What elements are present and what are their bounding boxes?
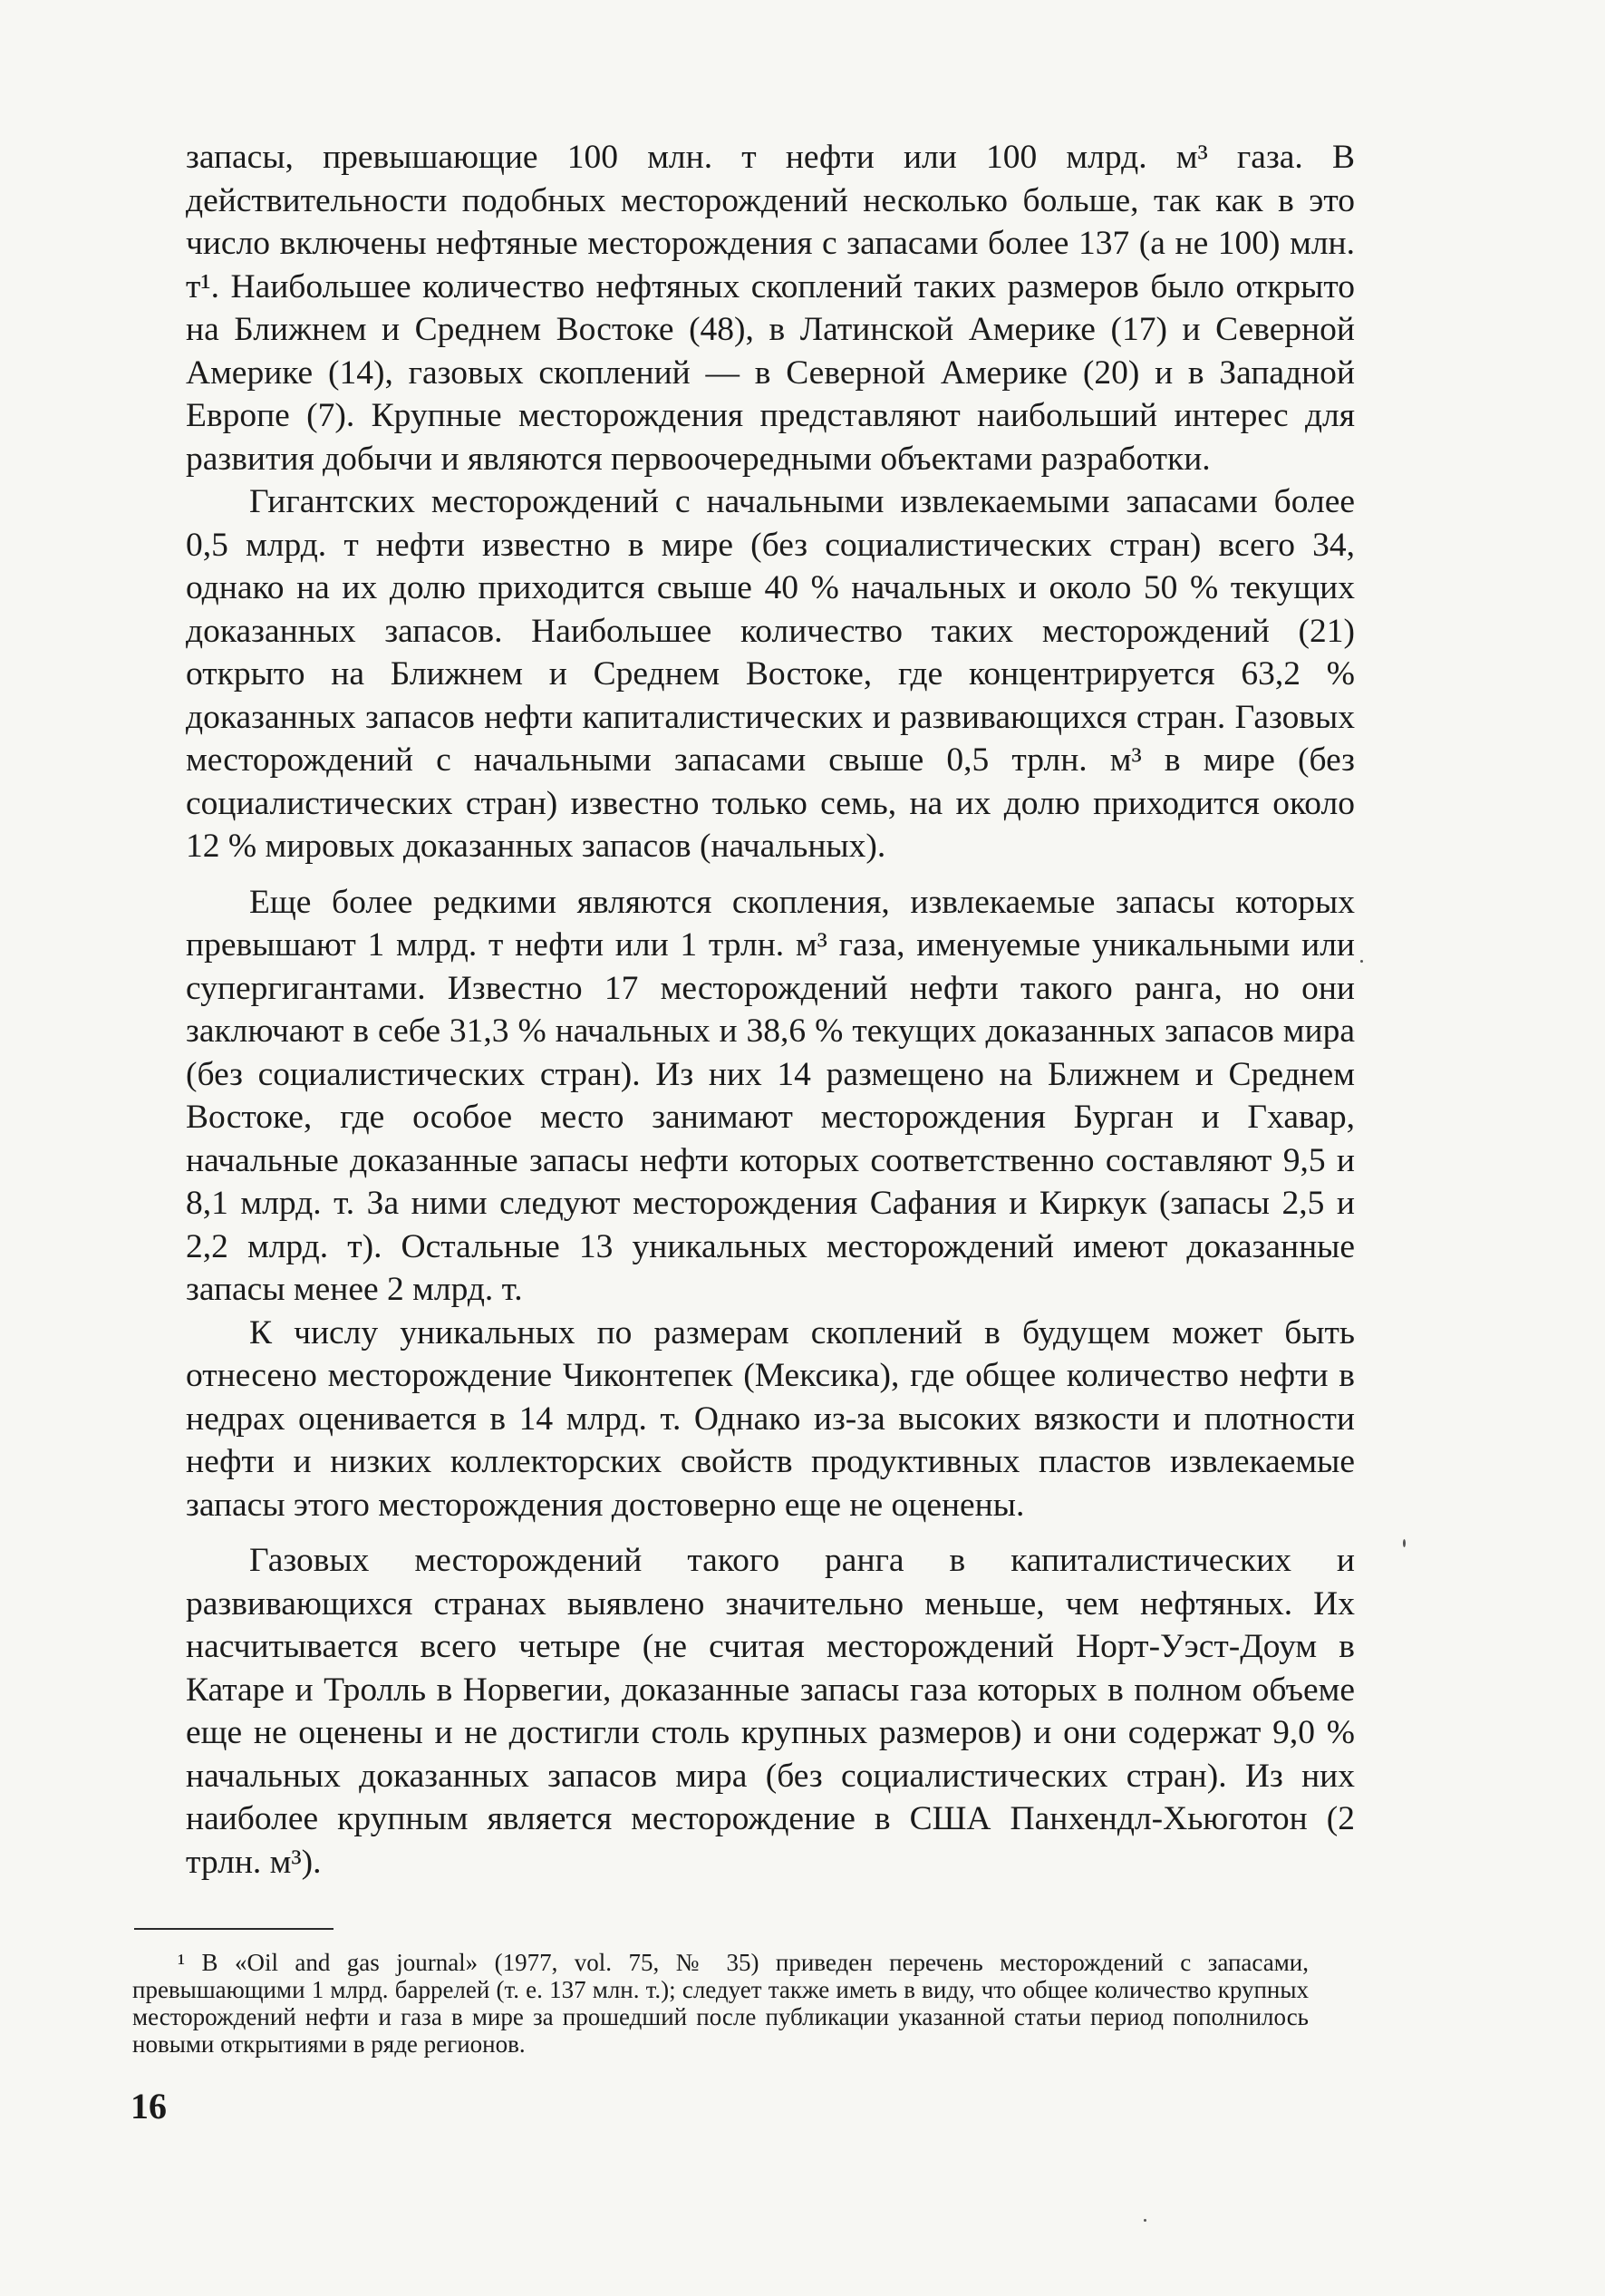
scan-speck: [1360, 960, 1363, 963]
main-text: [186, 136, 1355, 1884]
paragraph-1: запасы, превышающие 100 млн. т нефти или 100 млрд. м³ газа. В действительности подобных месторождений несколько больше, так как в это число включены нефтяные месторождения с запасами более 137 (а не 100) млн. т¹. Наибольшее количество нефтяных скоплений таких размеров было открыто на Ближнем и Среднем Востоке (48), в Латинской Америке (17) и Северной Америке (14), газовых скоплений — в Северной Америке (20) и в Западной Европе (7). Крупные месторождения представляют наибольший интерес для развития добычи и являются первоочередными объектами разработки.: [186, 139, 1355, 478]
page-number: 16: [131, 2086, 167, 2126]
paragraph-4: К числу уникальных по размерам скоплений в будущем может быть отнесено месторождение Чиконтепек (Мексика), где общее количество нефти в недрах оценивается в 14 млрд. т. Однако из-за высоких вязкости и плотности нефти и низких коллекторских свойств продуктивных пластов извлекаемые запасы этого месторождения достоверно еще не оценены.: [186, 1313, 1355, 1524]
scan-speck: [1144, 2219, 1146, 2222]
paragraph-2: Гигантских месторождений с начальными извлекаемыми запасами более 0,5 млрд. т нефти известно в мире (без социалистических стран) всего 34, однако на их долю приходится свыше 40 % начальных и около 50 % текущих доказанных запасов. Наибольшее количество таких месторождений (21) открыто на Ближнем и Среднем Востоке, где концентрируется 63,2 % доказанных запасов нефти капиталистических и развивающихся стран. Газовых месторождений с начальными запасами свыше 0,5 трлн. м³ в мире (без социалистических стран) известно только семь, на их долю приходится около 12 % мировых доказанных запасов (начальных).: [186, 483, 1355, 865]
paragraph-5: Газовых месторождений такого ранга в капиталистических и развивающихся странах выявлено значительно меньше, чем нефтяных. Их насчитывается всего четыре (не считая месторождений Норт-Уэст-Доум в Катаре и Тролль в Норвегии, доказанные запасы газа которых в полном объеме еще не оценены и не достигли столь крупных размеров) и они содержат 9,0 % начальных доказанных запасов мира (без социалистических стран). Из них наиболее крупным является месторождение в США Панхендл-Хьюготон (2 трлн. м³).: [186, 1542, 1355, 1881]
scan-speck: [1403, 1539, 1406, 1547]
footnote-divider: [134, 1928, 334, 1930]
footnote: ¹ В «Oil and gas journal» (1977, vol. 75, № 35) приведен перечень месторождений с запасами, превышающими 1 млрд. баррелей (т. е. 137 млн. т.); следует также иметь в виду, что общее количество крупных месторождений нефти и газа в мире за прошедший после публикации указанной статьи период пополнилось новыми открытиями в ряде регионов.: [132, 1949, 1309, 2058]
paragraph-3: Еще более редкими являются скопления, извлекаемые запасы которых превышают 1 млрд. т нефти или 1 трлн. м³ газа, именуемые уникальными или супергигантами. Известно 17 месторождений нефти такого ранга, но они заключают в себе 31,3 % начальных и 38,6 % текущих доказанных запасов мира (без социалистических стран). Из них 14 размещено на Ближнем и Среднем Востоке, где особое место занимают месторождения Бурган и Гхавар, начальные доказанные запасы нефти которых соответственно составляют 9,5 и 8,1 млрд. т. За ними следуют месторождения Сафания и Киркук (запасы 2,5 и 2,2 млрд. т). Остальные 13 уникальных месторождений имеют доказанные запасы менее 2 млрд. т.: [186, 883, 1355, 1308]
